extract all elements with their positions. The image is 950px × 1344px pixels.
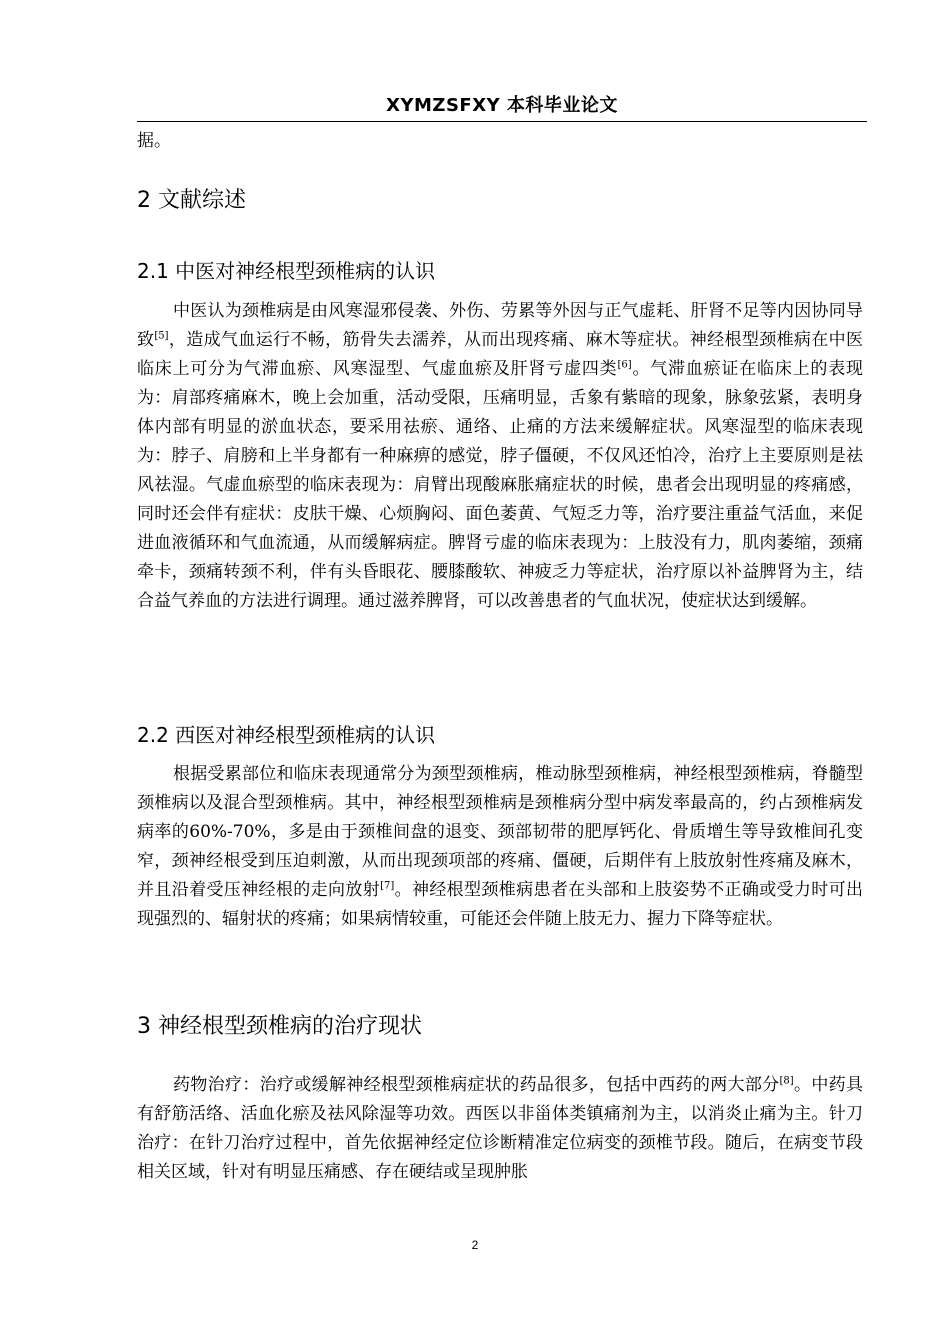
section-2-heading: 2 文献综述 bbox=[137, 188, 246, 213]
paragraph-text: 。神经根型颈椎病患者在头部和上肢姿势不正确或受力时可出现强烈的、辐射状的疼痛；如果病情较重，可能还会伴随上肢无力、握力下降等症状。 bbox=[137, 880, 863, 929]
continuation-text: 据。 bbox=[137, 131, 171, 151]
paragraph-text: 。中药具有舒筋活络、活血化瘀及祛风除湿等功效。西医以非甾体类镇痛剂为主，以消炎止痛为主。针刀治疗：在针刀治疗过程中，首先依据神经定位诊断精准定位病变的颈椎节段。随后，在病变节段相关区域，针对有明显压痛感、存在硬结或呈现肿胀 bbox=[137, 1075, 864, 1182]
header-title: XYMZSFXY 本科毕业论文 bbox=[386, 95, 618, 116]
citation: [8] bbox=[779, 1075, 794, 1087]
citation: [6] bbox=[617, 359, 632, 371]
citation: [5] bbox=[154, 330, 169, 342]
citation: [7] bbox=[380, 880, 395, 892]
paragraph-text: 中医认为颈椎病是由风寒湿邪侵袭、外伤、劳累等外因与正气虚耗、肝肾不足等内因协同导致 bbox=[137, 301, 863, 350]
section-2-2-heading: 2.2 西医对神经根型颈椎病的认识 bbox=[137, 723, 436, 747]
section-2-1-paragraph bbox=[137, 297, 863, 616]
page-number: 2 bbox=[471, 1238, 479, 1252]
paragraph-text: 药物治疗：治疗或缓解神经根型颈椎病症状的药品很多，包括中西药的两大部分 bbox=[173, 1075, 780, 1095]
section-3-heading: 3 神经根型颈椎病的治疗现状 bbox=[137, 1014, 422, 1039]
paragraph-text: ，造成气血运行不畅，筋骨失去濡养，从而出现疼痛、麻木等症状。神经根型颈椎病在中医临床上可分为气滞血瘀、风寒湿型、气虚血瘀及肝肾亏虚四类 bbox=[137, 330, 864, 379]
paragraph-text: 。气滞血瘀证在临床上的表现为：肩部疼痛麻木，晚上会加重，活动受限，压痛明显，舌象有紫暗的现象，脉象弦紧，表明身体内部有明显的淤血状态，要采用祛瘀、通络、止痛的方法来缓解症状。风寒湿型的临床表现为：脖子、肩膀和上半身都有一种麻痹的感觉，脖子僵硬，不仅风还怕冷，治疗上主要原则是祛风祛湿。气虚血瘀型的临床表现为：肩臂出现酸麻胀痛症状的时候，患者会出现明显的疼痛感，同时还会伴有症状：皮肤干燥、心烦胸闷、面色萎黄、气短乏力等，治疗要注重益气活血，来促进血液循环和气血流通，从而缓解病症。脾肾亏虚的临床表现为：上肢没有力，肌肉萎缩，颈痛牵卡，颈痛转颈不利，伴有头昏眼花、腰膝酸软、神疲乏力等症状，治疗原以补益脾肾为主，结合益气养血的方法进行调理。通过滋养脾肾，可以改善患者的气血状况，使症状达到缓解。 bbox=[137, 359, 863, 611]
paragraph-text: 根据受累部位和临床表现通常分为颈型颈椎病，椎动脉型颈椎病，神经根型颈椎病，脊髓型颈椎病以及混合型颈椎病。其中，神经根型颈椎病是颈椎病分型中病发率最高的，约占颈椎病发病率的60%-70%，多是由于颈椎间盘的退变、颈部韧带的肥厚钙化、骨质增生等导致椎间孔变窄，颈神经根受到压迫刺激，从而出现颈项部的疼痛、僵硬，后期伴有上肢放射性疼痛及麻木，并且沿着受压神经根的走向放射 bbox=[137, 764, 863, 900]
page-header bbox=[137, 92, 867, 122]
section-2-1-heading: 2.1 中医对神经根型颈椎病的认识 bbox=[137, 259, 436, 283]
section-3-paragraph bbox=[137, 1071, 863, 1187]
section-2-2-paragraph bbox=[137, 760, 863, 934]
